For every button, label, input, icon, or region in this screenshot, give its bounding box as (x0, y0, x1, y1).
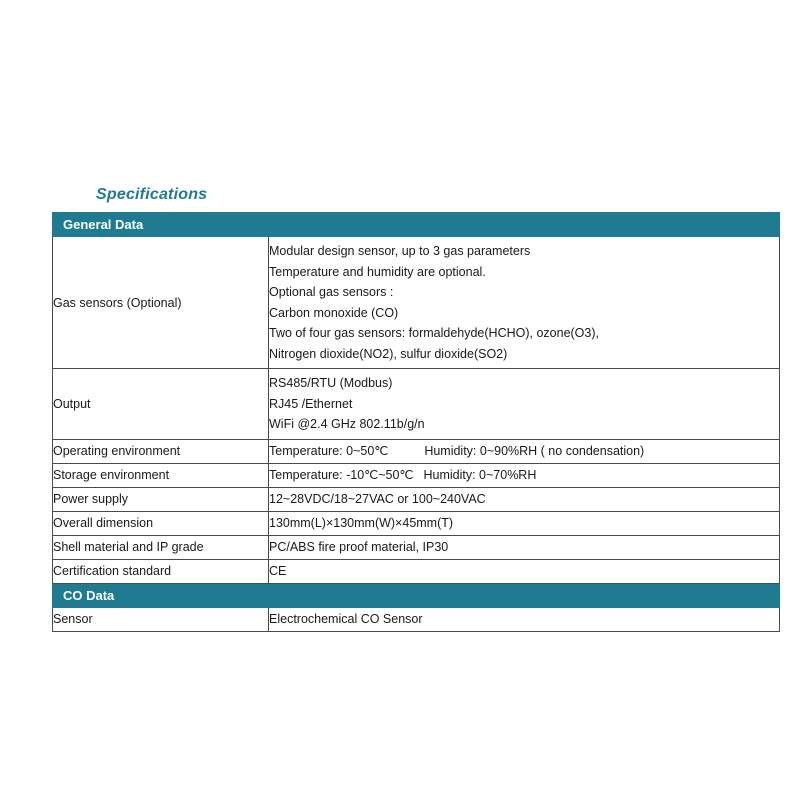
row-label: Operating environment (53, 439, 269, 463)
row-value (269, 369, 780, 440)
row-label: Gas sensors (Optional) (53, 237, 269, 369)
value-text: PC/ABS fire proof material, IP30 (269, 539, 449, 554)
value-line: Nitrogen dioxide(NO2), sulfur dioxide(SO2) (269, 346, 508, 361)
value-line: WiFi @2.4 GHz 802.11b/g/n (269, 417, 425, 431)
page-title: Specifications (96, 186, 208, 203)
table-row (53, 607, 780, 631)
table-row (53, 237, 780, 369)
value-text: Electrochemical CO Sensor (269, 611, 423, 626)
table-row (53, 439, 780, 463)
row-value (269, 559, 780, 583)
table-section-header-general (53, 213, 780, 237)
value-line: RS485/RTU (Modbus) (269, 376, 393, 390)
value-line: Two of four gas sensors: formaldehyde(HCHO), ozone(O3), (269, 326, 599, 340)
row-label: Overall dimension (53, 511, 269, 535)
section-header-label: General Data (53, 213, 780, 237)
value-temperature: Temperature: 0~50℃ (269, 443, 389, 458)
table-row (53, 559, 780, 583)
row-value (269, 607, 780, 631)
row-label: Certification standard (53, 559, 269, 583)
row-label: Power supply (53, 487, 269, 511)
value-line: Carbon monoxide (CO) (269, 305, 399, 320)
row-label: Shell material and IP grade (53, 535, 269, 559)
value-line: Temperature and humidity are optional. (269, 264, 486, 279)
value-text: CE (269, 563, 287, 578)
table-row (53, 487, 780, 511)
value-line: RJ45 /Ethernet (269, 396, 353, 411)
table-row (53, 511, 780, 535)
row-value (269, 439, 780, 463)
value-temperature: Temperature: -10℃~50℃ (269, 467, 414, 482)
row-value (269, 511, 780, 535)
row-value (269, 487, 780, 511)
row-label: Storage environment (53, 463, 269, 487)
table-section-header-co (53, 583, 780, 607)
value-text: 130mm(L)×130mm(W)×45mm(T) (269, 515, 454, 530)
row-value (269, 463, 780, 487)
row-label: Output (53, 369, 269, 440)
row-value (269, 535, 780, 559)
specifications-table (52, 212, 780, 632)
value-text: 12~28VDC/18~27VAC or 100~240VAC (269, 491, 486, 506)
section-header-label: CO Data (53, 583, 780, 607)
value-line: Optional gas sensors : (269, 285, 394, 299)
table-row (53, 369, 780, 440)
value-humidity: Humidity: 0~90%RH ( no condensation) (424, 443, 645, 458)
value-humidity: Humidity: 0~70%RH (423, 467, 537, 482)
row-label: Sensor (53, 607, 269, 631)
value-line: Modular design sensor, up to 3 gas parameters (269, 244, 531, 258)
table-row (53, 535, 780, 559)
table-row (53, 463, 780, 487)
row-value (269, 237, 780, 369)
